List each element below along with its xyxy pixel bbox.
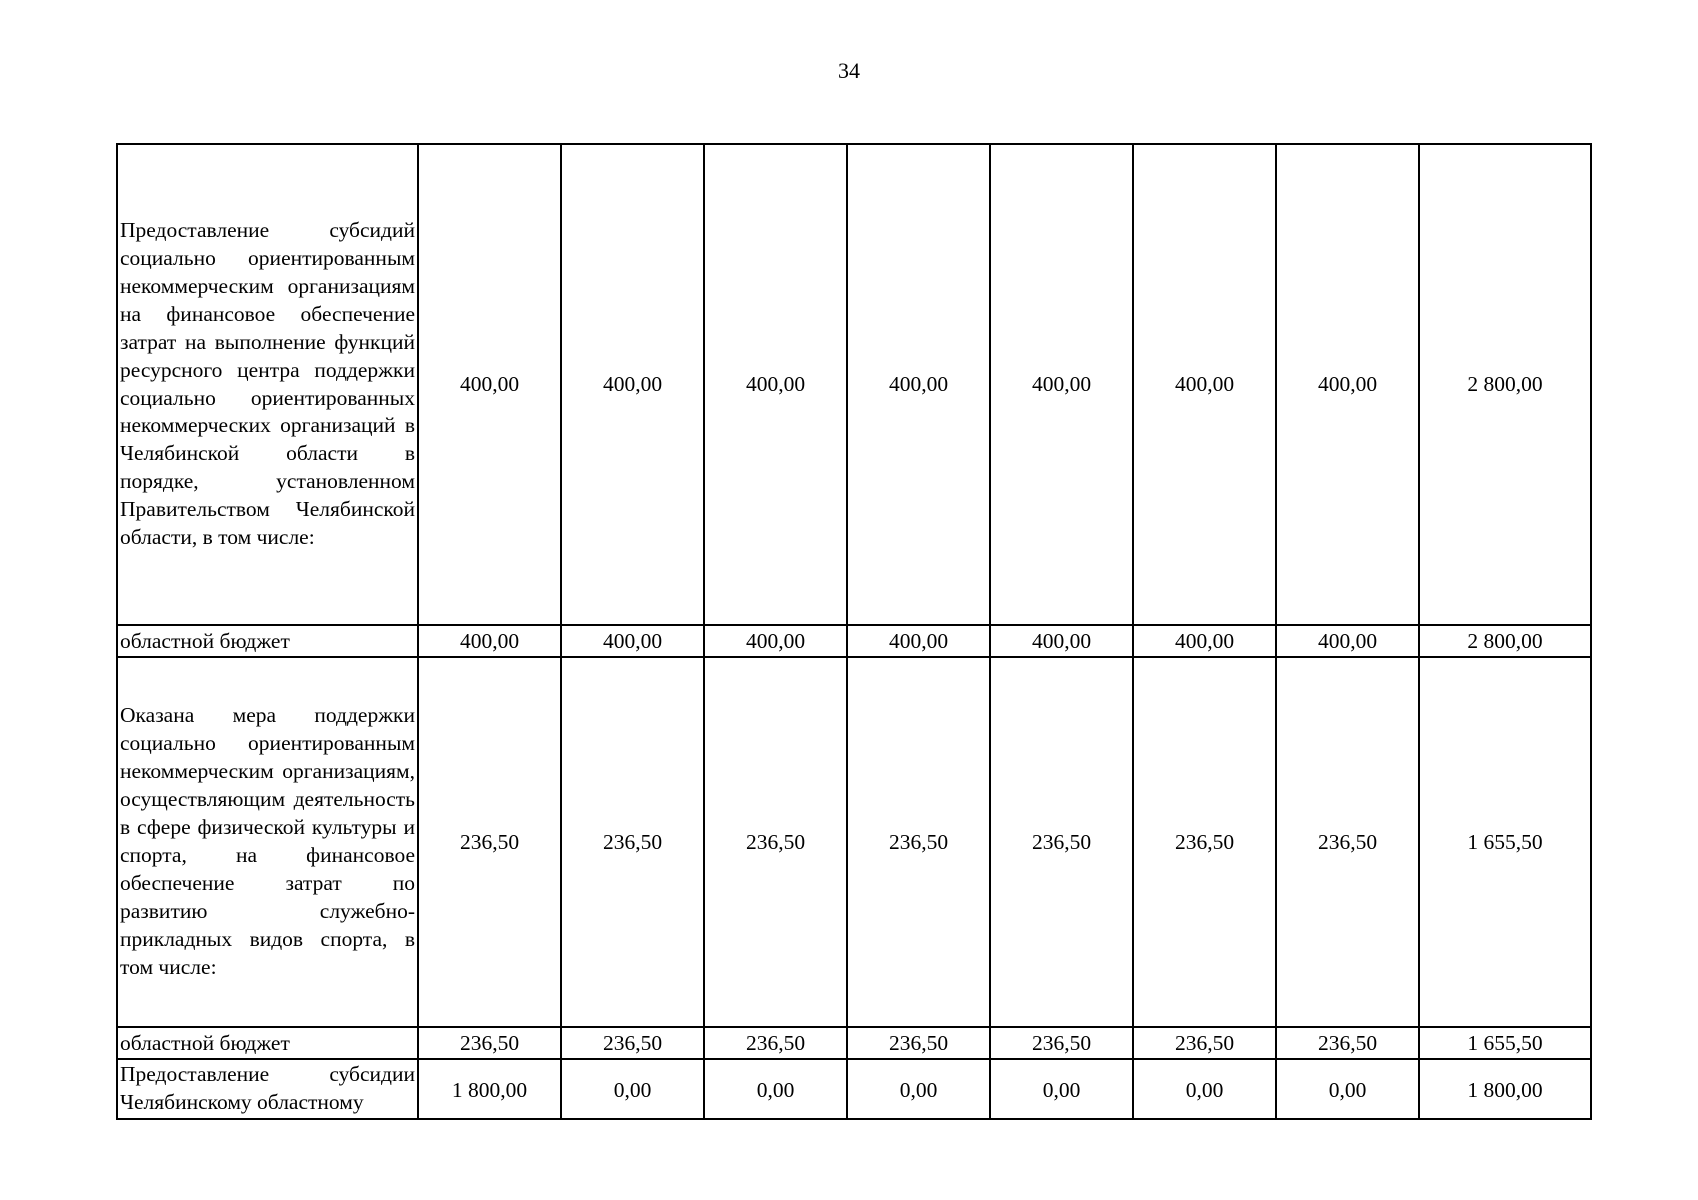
value-cell: 1 800,00 <box>418 1059 561 1119</box>
total-cell: 1 655,50 <box>1419 1027 1591 1059</box>
value-cell: 400,00 <box>561 625 704 657</box>
value-cell: 236,50 <box>704 657 847 1027</box>
value-cell: 236,50 <box>418 1027 561 1059</box>
value-cell: 400,00 <box>990 625 1133 657</box>
value-cell: 236,50 <box>990 1027 1133 1059</box>
value-cell: 236,50 <box>1276 1027 1419 1059</box>
value-cell: 400,00 <box>704 625 847 657</box>
value-cell: 0,00 <box>847 1059 990 1119</box>
total-cell: 2 800,00 <box>1419 625 1591 657</box>
row-description: областной бюджет <box>117 625 418 657</box>
page-number: 34 <box>838 58 860 83</box>
value-cell: 236,50 <box>561 657 704 1027</box>
value-cell: 0,00 <box>561 1059 704 1119</box>
table-row <box>117 144 1591 625</box>
value-cell: 400,00 <box>847 625 990 657</box>
row-description: Предоставление субсидий социально ориентированным некоммерческим организациям на финансовое обеспечение затрат на выполнение функций ресурсного центра поддержки социально ориентированных некоммерческих организаций в Челябинской области в порядке, установленном Правительством Челябинской области, в том числе: <box>117 144 418 625</box>
value-cell: 400,00 <box>847 144 990 625</box>
value-cell: 236,50 <box>704 1027 847 1059</box>
value-cell: 236,50 <box>561 1027 704 1059</box>
value-cell: 400,00 <box>1133 625 1276 657</box>
total-cell: 2 800,00 <box>1419 144 1591 625</box>
value-cell: 400,00 <box>990 144 1133 625</box>
value-cell: 400,00 <box>418 625 561 657</box>
row-description: Предоставление субсидии Челябинскому областному <box>120 1062 415 1114</box>
value-cell: 236,50 <box>418 657 561 1027</box>
table-row <box>117 657 1591 1027</box>
value-cell: 0,00 <box>990 1059 1133 1119</box>
table-row <box>117 1027 1591 1059</box>
value-cell: 400,00 <box>704 144 847 625</box>
table-row <box>117 625 1591 657</box>
value-cell: 0,00 <box>1133 1059 1276 1119</box>
value-cell: 400,00 <box>418 144 561 625</box>
value-cell: 400,00 <box>1276 144 1419 625</box>
value-cell: 236,50 <box>1133 1027 1276 1059</box>
row-description: Оказана мера поддержки социально ориентированным некоммерческим организациям, осуществляющим деятельность в сфере физической культуры и спорта, на финансовое обеспечение затрат по развитию служебно-прикладных видов спорта, в том числе: <box>117 657 418 1027</box>
value-cell: 236,50 <box>1276 657 1419 1027</box>
value-cell: 0,00 <box>704 1059 847 1119</box>
value-cell: 400,00 <box>561 144 704 625</box>
value-cell: 400,00 <box>1133 144 1276 625</box>
value-cell: 0,00 <box>1276 1059 1419 1119</box>
value-cell: 236,50 <box>1133 657 1276 1027</box>
value-cell: 400,00 <box>1276 625 1419 657</box>
total-cell: 1 655,50 <box>1419 657 1591 1027</box>
value-cell: 236,50 <box>847 1027 990 1059</box>
row-description-cell <box>117 1059 418 1119</box>
total-cell: 1 800,00 <box>1419 1059 1591 1119</box>
budget-table <box>116 143 1592 1120</box>
row-description: областной бюджет <box>117 1027 418 1059</box>
value-cell: 236,50 <box>847 657 990 1027</box>
table-row <box>117 1059 1591 1119</box>
value-cell: 236,50 <box>990 657 1133 1027</box>
